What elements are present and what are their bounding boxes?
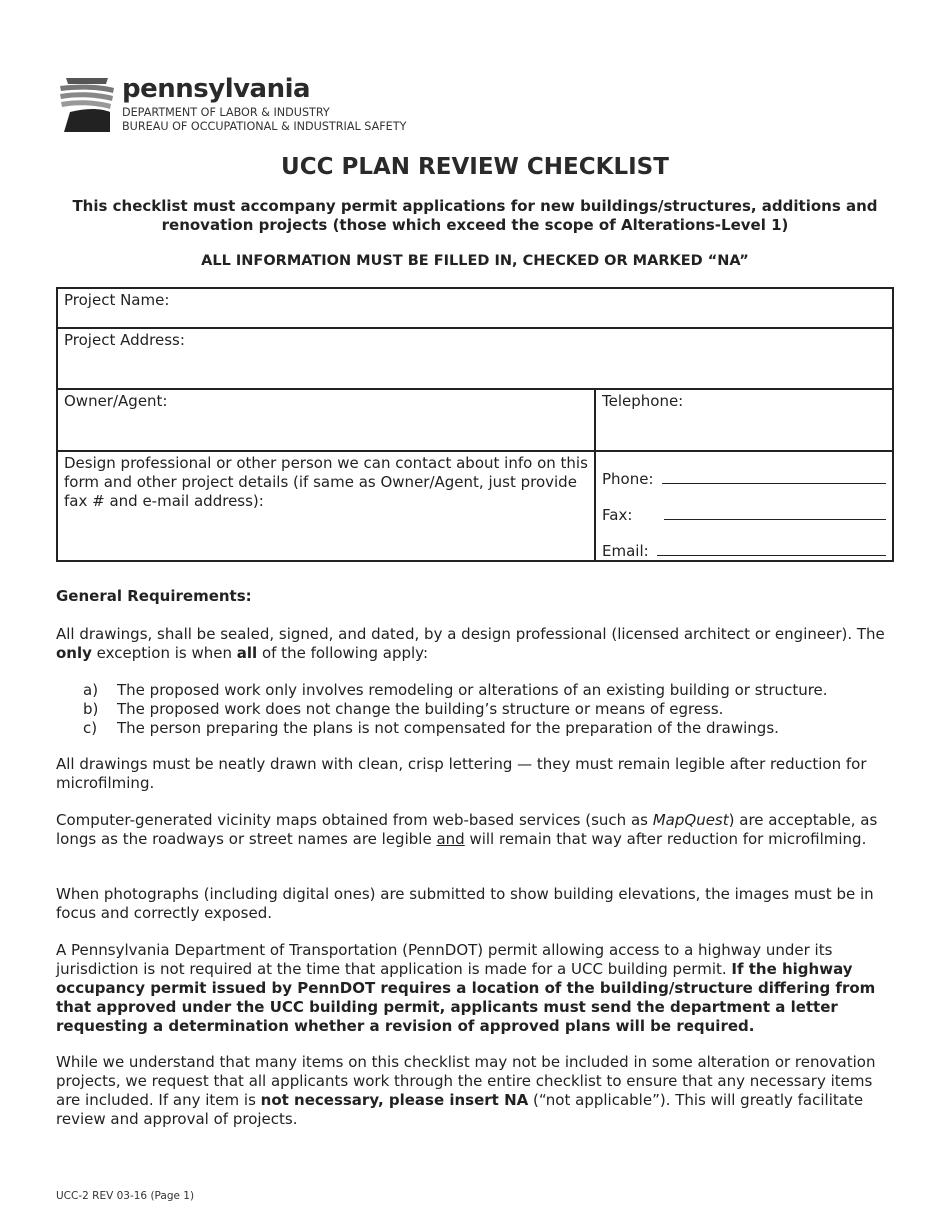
email-label: Email: — [602, 542, 649, 560]
email-underline — [657, 555, 886, 556]
project-name-field[interactable] — [57, 288, 893, 328]
project-name-label: Project Name: — [64, 291, 170, 309]
design-professional-field[interactable] — [57, 451, 595, 561]
paragraph-legibility: All drawings must be neatly drawn with clean, crisp lettering — they must remain legible after reduction for microfilming. — [56, 755, 867, 792]
list-marker: b) — [83, 700, 99, 718]
project-address-label: Project Address: — [64, 331, 185, 349]
p5-bold-text: If the highway occupancy permit issued by PennDOT requires a location of the building/structure differing from that approved under the UCC building permit, applicants must send the department a letter requesting a determination whether a revision of approved plans will be required. — [56, 960, 876, 1035]
paragraph-sealed-drawings — [56, 625, 894, 663]
paragraph-photographs: When photographs (including digital ones) are submitted to show building elevations, the images must be in focus and correctly exposed. — [56, 885, 874, 922]
logo-department — [122, 106, 406, 134]
p1-text-2: exception is when — [91, 644, 237, 662]
list-text: The proposed work does not change the building’s structure or means of egress. — [117, 700, 724, 718]
email-line[interactable] — [602, 524, 886, 560]
p6-text: While we understand that many items on this checklist may not be included in some alteration or renovation projects, we request that all applicants work through the entire checklist to ensure that any necessary items are included. If any item is — [56, 1053, 876, 1109]
p3-text: Computer-generated vicinity maps obtained from web-based services (such as — [56, 811, 653, 829]
list-marker: a) — [83, 681, 99, 699]
telephone-label: Telephone: — [602, 392, 684, 410]
list-text: The proposed work only involves remodeling or alterations of an existing building or structure. — [117, 681, 828, 699]
design-professional-label: Design professional or other person we can contact about info on this form and other project details (if same as Owner/Agent, just provide fax # and e-mail address): — [64, 454, 588, 510]
p3-text-2: ) are acceptable, as longs as the roadways or street names are legible — [56, 811, 878, 848]
fax-underline — [664, 519, 886, 520]
page-title: UCC PLAN REVIEW CHECKLIST — [281, 154, 669, 180]
p5-text: A Pennsylvania Department of Transportation (PennDOT) permit allowing access to a highway under its jurisdiction is not required at the time that application is made for a UCC building permit. — [56, 941, 833, 978]
owner-agent-field[interactable] — [57, 389, 595, 451]
paragraph-checklist-na — [56, 1053, 894, 1129]
general-requirements-heading: General Requirements: — [56, 587, 252, 605]
p3-text-3: will remain that way after reduction for microfilming. — [464, 830, 867, 848]
project-info-form — [56, 287, 894, 562]
list-item — [83, 700, 894, 719]
p6-text-2: (“not applicable”). This will greatly facilitate review and approval of projects. — [56, 1091, 864, 1128]
page-subtitle: This checklist must accompany permit applications for new buildings/structures, additions and renovation projects (those which exceed the scope of Alterations-Level 1) — [72, 197, 878, 234]
logo-state-name: pennsylvania — [122, 74, 311, 104]
department-name: DEPARTMENT OF LABOR & INDUSTRY — [122, 106, 330, 119]
exception-list — [56, 681, 894, 738]
bureau-name: BUREAU OF OCCUPATIONAL & INDUSTRIAL SAFETY — [122, 120, 407, 133]
p1-text: All drawings, shall be sealed, signed, and dated, by a design professional (licensed architect or engineer). The — [56, 625, 885, 643]
list-text: The person preparing the plans is not compensated for the preparation of the drawings. — [117, 719, 779, 737]
owner-agent-label: Owner/Agent: — [64, 392, 168, 410]
paragraph-penndot — [56, 941, 894, 1036]
p6-bold-text: not necessary, please insert NA — [260, 1091, 529, 1109]
form-footer-code: UCC-2 REV 03-16 (Page 1) — [56, 1190, 195, 1202]
telephone-field[interactable] — [595, 389, 893, 451]
keystone-logo-icon — [58, 76, 116, 134]
p3-italic-mapquest: MapQuest — [652, 811, 729, 829]
contact-details — [595, 451, 893, 561]
project-address-field[interactable] — [57, 328, 893, 389]
p3-underline-and: and — [436, 830, 465, 848]
paragraph-vicinity-maps — [56, 811, 894, 849]
pa-logo — [58, 76, 438, 136]
phone-label: Phone: — [602, 470, 654, 488]
p1-bold-all: all — [236, 644, 258, 662]
fax-label: Fax: — [602, 506, 633, 524]
fax-line[interactable] — [602, 488, 886, 524]
phone-underline — [662, 483, 886, 484]
p1-bold-only: only — [56, 644, 92, 662]
phone-line[interactable] — [602, 452, 886, 488]
fill-notice: ALL INFORMATION MUST BE FILLED IN, CHECKED OR MARKED “NA” — [201, 253, 749, 269]
p1-text-3: of the following apply: — [257, 644, 429, 662]
list-item — [83, 719, 894, 738]
list-item — [83, 681, 894, 700]
list-marker: c) — [83, 719, 98, 737]
